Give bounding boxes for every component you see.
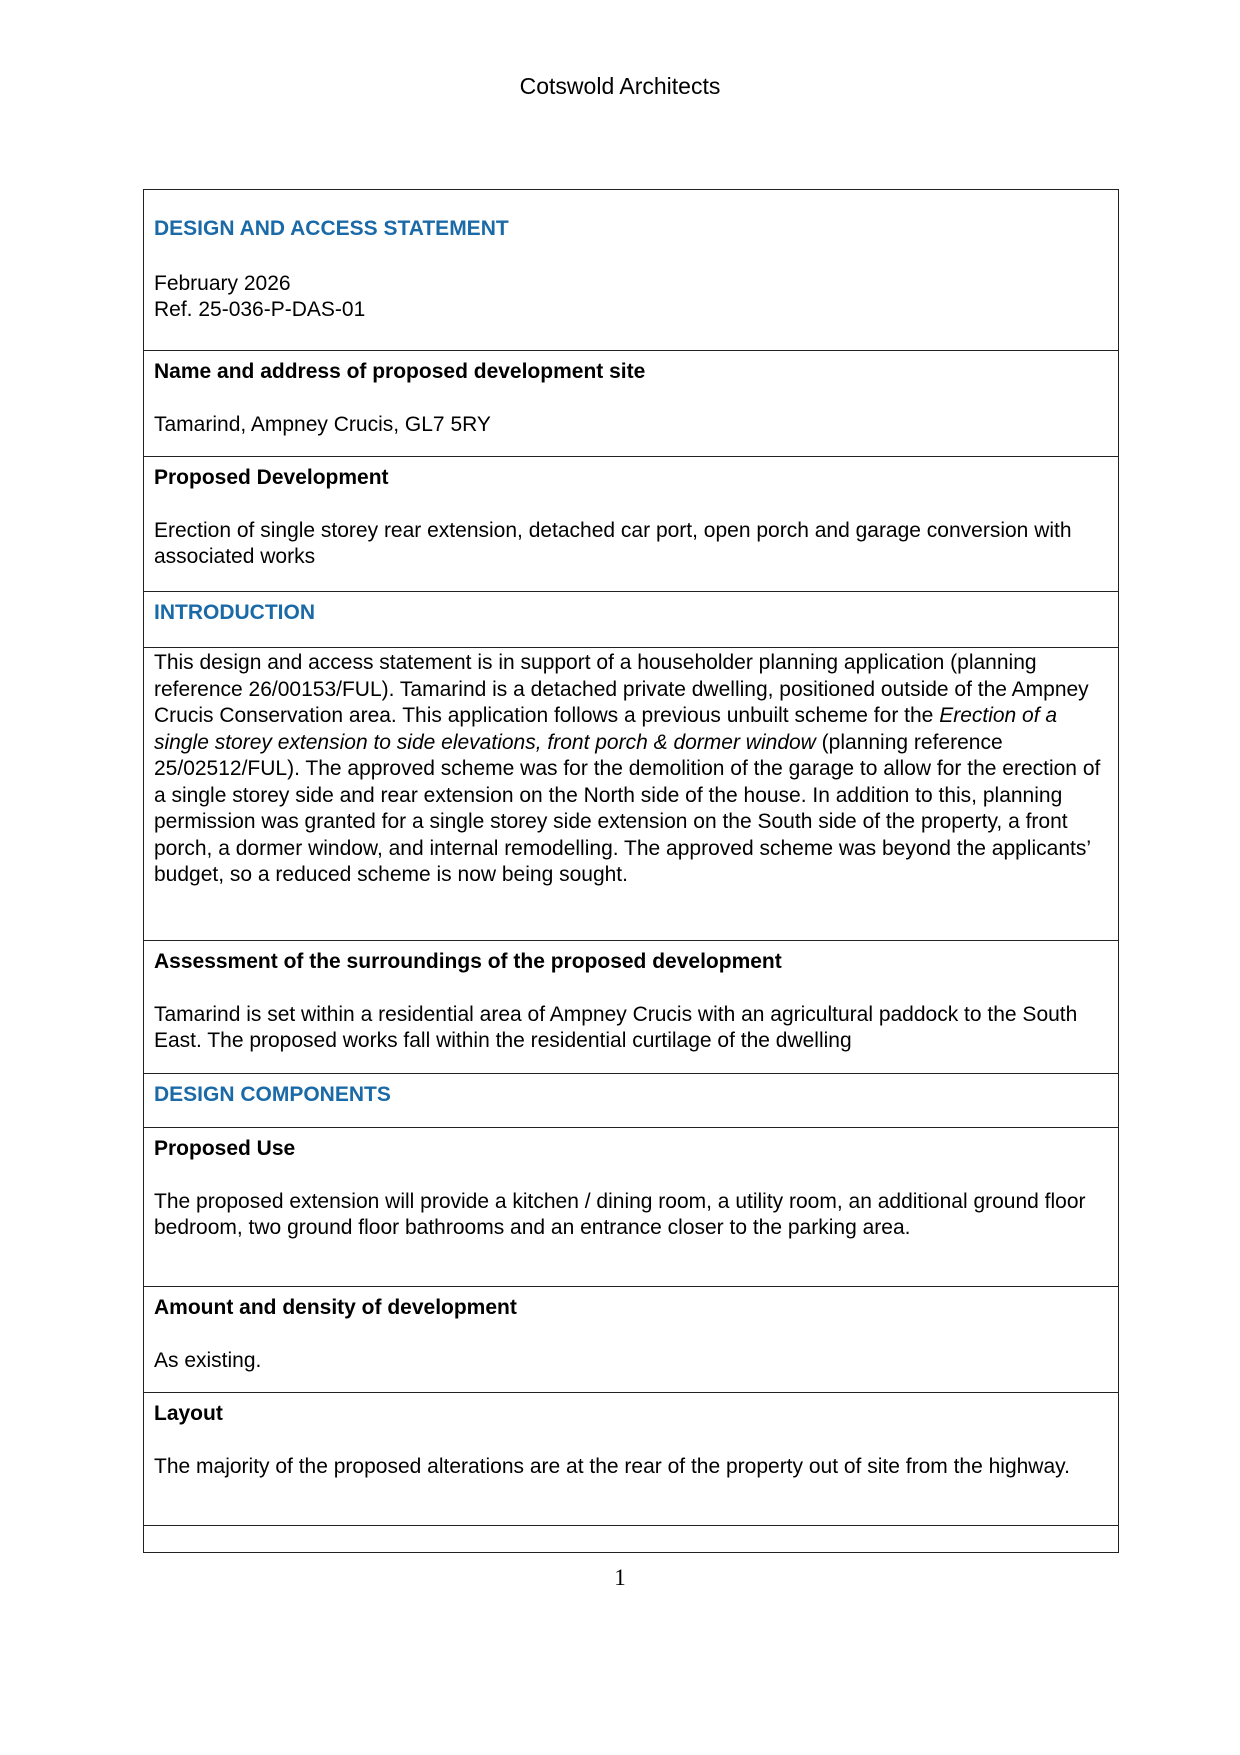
empty-cell [144, 1526, 1118, 1552]
document-ref: Ref. 25-036-P-DAS-01 [154, 298, 366, 321]
layout-text: The majority of the proposed alterations are at the rear of the property out of site from the highway. [154, 1454, 1070, 1478]
layout-heading: Layout [154, 1402, 223, 1425]
title-cell [144, 190, 1118, 351]
amount-heading: Amount and density of development [154, 1296, 517, 1319]
proposed-use-text: The proposed extension will provide a kitchen / dining room, a utility room, an additional ground floor bedroom, two ground floor bathrooms and an entrance closer to the parking area. [154, 1189, 1086, 1239]
development-description: Erection of single storey rear extension, detached car port, open porch and garage conversion with associated works [154, 518, 1072, 568]
site-heading: Name and address of proposed development site [154, 360, 646, 383]
development-cell [144, 457, 1118, 592]
site-cell [144, 351, 1118, 457]
design-components-cell [144, 1074, 1118, 1128]
site-address: Tamarind, Ampney Crucis, GL7 5RY [154, 412, 491, 436]
page-header: Cotswold Architects [519, 73, 721, 99]
layout-cell [144, 1393, 1118, 1526]
introduction-text-part-1: This design and access statement is in support of a householder planning application (planning reference 26/00153/FUL). Tamarind is a detached private dwelling, positioned outside of the Ampney Crucis Conservation area. This application follows a previous unbuilt scheme for the [154, 651, 1089, 727]
introduction-text-cell [144, 648, 1118, 941]
development-heading: Proposed Development [154, 466, 389, 489]
document-title: DESIGN AND ACCESS STATEMENT [154, 217, 509, 240]
page-number: 1 [614, 1565, 626, 1590]
introduction-text [154, 650, 1108, 889]
surroundings-heading: Assessment of the surroundings of the proposed development [154, 950, 782, 973]
amount-cell [144, 1287, 1118, 1393]
proposed-use-cell [144, 1128, 1118, 1287]
amount-text: As existing. [154, 1348, 262, 1372]
introduction-text-part-2: (planning reference 25/02512/FUL). The approved scheme was for the demolition of the garage to allow for the erection of a single storey side and rear extension on the North side of the house. In addition to this, planning permission was granted for a single storey side extension on the South side of the property, a front porch, a dormer window, and internal remodelling. The approved scheme was beyond the applicants’ budget, so a reduced scheme is now being sought. [154, 730, 1101, 886]
surroundings-cell [144, 941, 1118, 1074]
document-date: February 2026 [154, 271, 291, 295]
proposed-use-heading: Proposed Use [154, 1137, 296, 1160]
design-components-heading: DESIGN COMPONENTS [154, 1083, 391, 1106]
surroundings-text: Tamarind is set within a residential area of Ampney Crucis with an agricultural paddock to the South East. The proposed works fall within the residential curtilage of the dwelling [154, 1002, 1078, 1052]
introduction-text-italic: Erection of a single storey extension to side elevations, front porch & dormer window [154, 704, 1058, 754]
introduction-heading-cell [144, 592, 1118, 648]
statement-table [143, 189, 1119, 1553]
introduction-heading: INTRODUCTION [154, 601, 315, 624]
